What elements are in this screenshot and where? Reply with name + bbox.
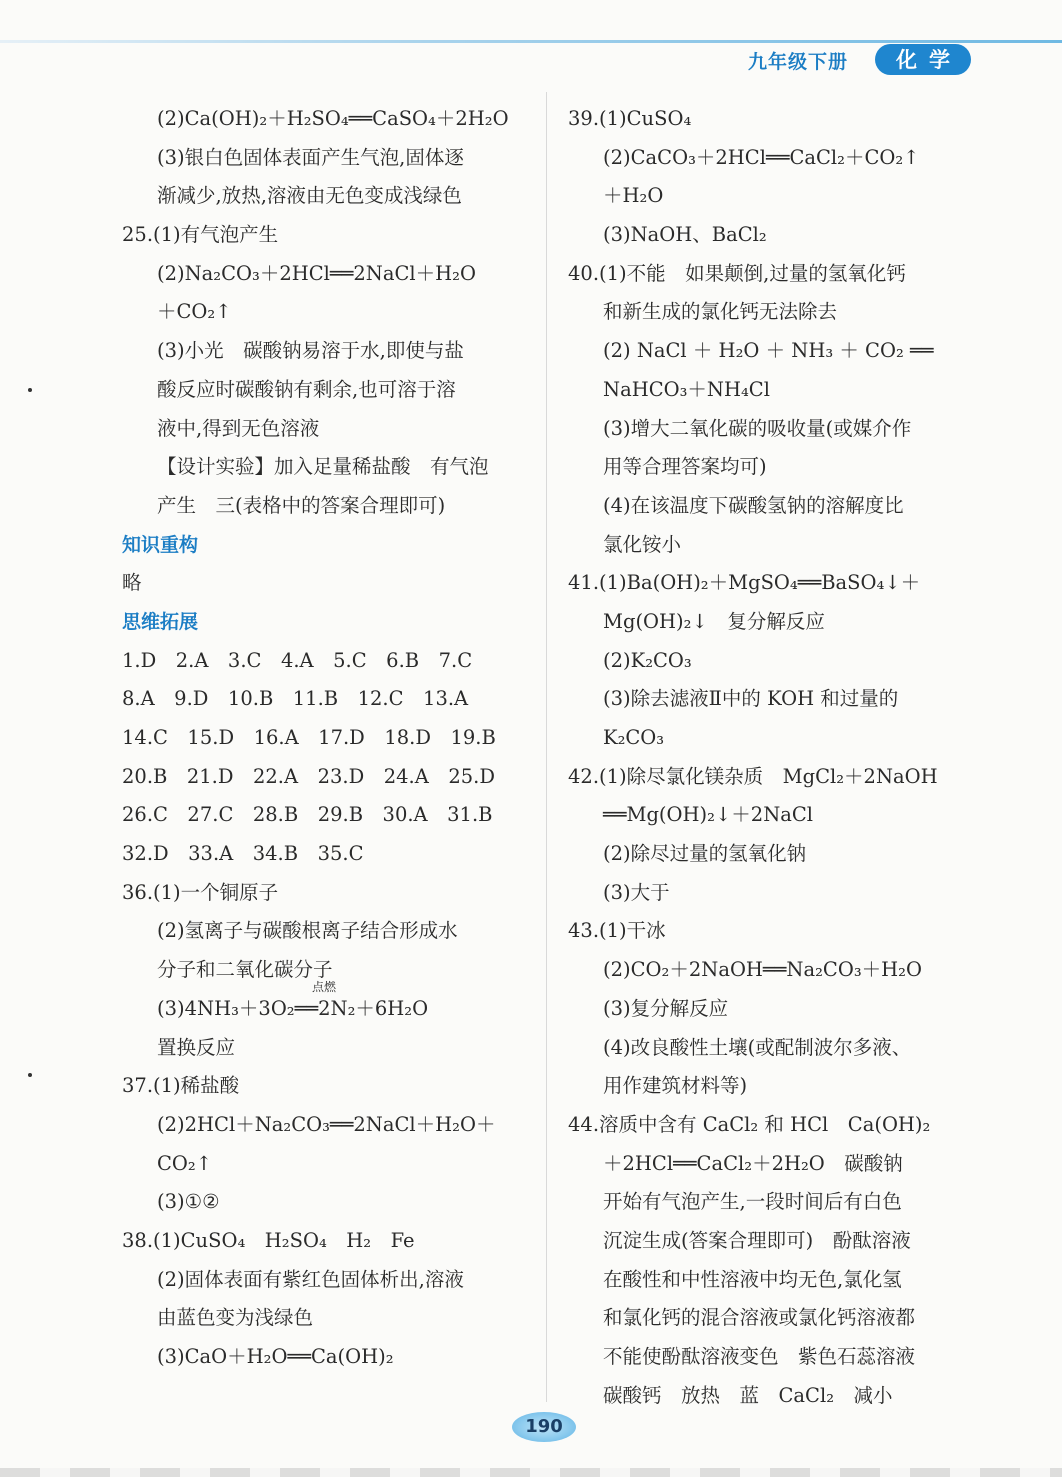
answer-line: (3)复分解反应 [603,996,729,1020]
answer-line: 36.(1)一个铜原子 [122,880,279,904]
answer-line: 氯化铵小 [603,532,682,556]
section-heading: 知识重构 [122,533,199,556]
answer-line: 37.(1)稀盐酸 [122,1074,240,1098]
answer-line: (3)大于 [603,880,670,904]
answer-line: 8.A 9.D 10.B 11.B 12.C 13.A [122,687,469,711]
answer-line: 39.(1)CuSO₄ [568,107,692,130]
answer-line: 44.溶质中含有 CaCl₂ 和 HCl Ca(OH)₂ [568,1112,931,1136]
footer-strip [0,1468,1062,1477]
answer-line: 渐减少,放热,溶液由无色变成浅绿色 [157,184,462,208]
answer-line: 38.(1)CuSO₄ H₂SO₄ H₂ Fe [122,1228,415,1252]
answer-line: 43.(1)干冰 [568,919,666,943]
answer-line: (2)固体表面有紫红色固体析出,溶液 [157,1267,464,1291]
answer-line: (2)CO₂＋2NaOH══Na₂CO₃＋H₂O [603,958,922,982]
answer-line: NaHCO₃＋NH₄Cl [603,377,770,401]
answer-line: 沉淀生成(答案合理即可) 酚酞溶液 [603,1228,911,1252]
answer-line: 不能使酚酞溶液变色 紫色石蕊溶液 [603,1345,916,1368]
answer-line: 41.(1)Ba(OH)₂＋MgSO₄══BaSO₄↓＋ [568,571,921,595]
answer-line: (3)①② [157,1190,220,1214]
answer-line: 20.B 21.D 22.A 23.D 24.A 25.D [122,764,495,788]
header-rule [0,40,1062,43]
answer-line: ＋CO₂↑ [157,300,232,324]
answer-line: (3)小光 碳酸钠易溶于水,即使与盐 [157,339,464,363]
scan-mark [28,388,32,392]
answer-line: 在酸性和中性溶液中均无色,氯化氢 [603,1267,902,1291]
answer-line: (3)银白色固体表面产生气泡,固体逐 [157,145,464,169]
answer-line: 碳酸钙 放热 蓝 CaCl₂ 减小 [603,1383,893,1407]
answer-line: ＋2HCl══CaCl₂＋2H₂O 碳酸钠 [603,1151,903,1175]
left-column [122,100,532,1377]
right-column [568,100,978,1415]
answer-line: 酸反应时碳酸钠有剩余,也可溶于溶 [157,377,456,401]
answer-line: 42.(1)除尽氯化镁杂质 MgCl₂＋2NaOH [568,764,938,788]
answer-line: (3)CaO＋H₂O══Ca(OH)₂ [157,1345,394,1368]
answer-line: 开始有气泡产生,一段时间后有白色 [603,1190,902,1214]
answer-line: Mg(OH)₂↓ 复分解反应 [603,609,825,633]
answer-line: 略 [122,571,142,595]
answer-line: (2)2HCl＋Na₂CO₃══2NaCl＋H₂O＋ [157,1112,496,1136]
answer-line: 32.D 33.A 34.B 35.C [122,842,364,866]
answer-line: (2)CaCO₃＋2HCl══CaCl₂＋CO₂↑ [603,145,920,169]
answer-line: (2)除尽过量的氢氧化钠 [603,842,807,866]
answer-line: 用等合理答案均可) [603,455,767,479]
answer-line: (2)K₂CO₃ [603,648,692,672]
answer-line: 用作建筑材料等) [603,1074,748,1098]
answer-line: (3)增大二氧化碳的吸收量(或媒介作 [603,416,912,440]
answer-line: CO₂↑ [157,1151,213,1175]
answer-line: 26.C 27.C 28.B 29.B 30.A 31.B [122,803,493,827]
section-heading: 思维拓展 [122,610,199,633]
answer-line: 1.D 2.A 3.C 4.A 5.C 6.B 7.C [122,648,473,672]
answer-line: (2)Na₂CO₃＋2HCl══2NaCl＋H₂O [157,261,476,285]
answer-line: ＋H₂O [603,184,664,208]
answer-line: 25.(1)有气泡产生 [122,223,279,247]
answer-line: 14.C 15.D 16.A 17.D 18.D 19.B [122,726,496,749]
header-grade: 九年级下册 [748,51,849,73]
subject-badge: 化学 [875,44,971,75]
answer-line: (4)在该温度下碳酸氢钠的溶解度比 [603,493,904,517]
answer-line: 分子和二氧化碳分子 [157,958,333,982]
answer-line: 和新生成的氯化钙无法除去 [603,300,838,324]
answer-line: (2) NaCl ＋ H₂O ＋ NH₃ ＋ CO₂ ══ [603,339,934,363]
scan-mark [28,1073,32,1077]
answer-line: 和氯化钙的混合溶液或氯化钙溶液都 [603,1306,916,1330]
answer-line: 由蓝色变为浅绿色 [157,1306,314,1330]
answer-line: (3)NaOH、BaCl₂ [603,223,767,247]
answer-line: 置换反应 [157,1035,236,1059]
answer-line: (2)氢离子与碳酸根离子结合形成水 [157,919,458,943]
reaction-condition: 点燃 [312,979,337,994]
column-divider [546,92,547,1402]
answer-line: K₂CO₃ [603,726,665,749]
answer-line: (3)除去滤液Ⅱ中的 KOH 和过量的 [603,687,899,711]
page-number: 190 [512,1412,576,1442]
answer-line: 40.(1)不能 如果颠倒,过量的氢氧化钙 [568,261,906,285]
answer-line: (3)4NH₃＋3O₂══2N₂＋6H₂O 点燃 [157,979,429,1020]
answer-line: 液中,得到无色溶液 [157,416,320,440]
answer-line: (4)改良酸性土壤(或配制波尔多液、 [603,1035,912,1059]
answer-line: ══Mg(OH)₂↓＋2NaCl [603,803,814,827]
answer-line: 【设计实验】加入足量稀盐酸 有气泡 [157,455,489,479]
answer-line: (2)Ca(OH)₂＋H₂SO₄══CaSO₄＋2H₂O [157,107,509,130]
answer-line: 产生 三(表格中的答案合理即可) [157,493,446,517]
